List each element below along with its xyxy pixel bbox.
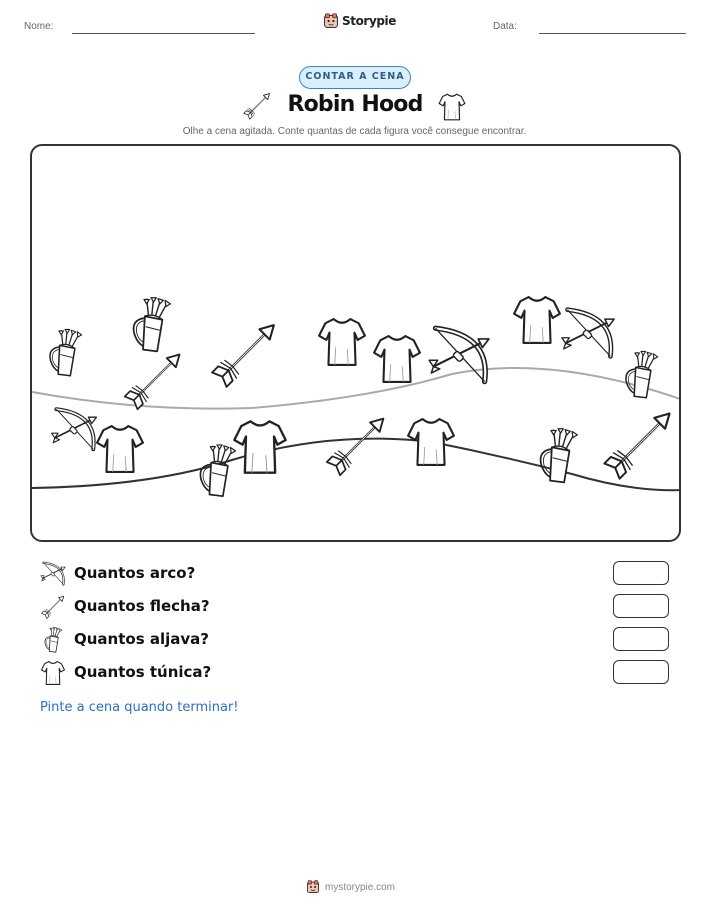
page-title: Robin Hood [287, 92, 423, 117]
bow-icon [427, 321, 491, 391]
bow-icon [50, 401, 98, 459]
title-tunic-icon [438, 92, 466, 122]
quiver-icon [129, 295, 173, 355]
quiver-icon [536, 426, 580, 486]
title-arrow-icon [242, 91, 272, 121]
name-line[interactable] [72, 33, 255, 34]
question-label: Quantos aljava? [74, 630, 209, 648]
arrow-icon [40, 594, 66, 620]
question-label: Quantos flecha? [74, 597, 210, 615]
answer-box-quiver[interactable] [613, 627, 669, 651]
instructions: Olhe a cena agitada. Conte quantas de cada figura você consegue encontrar. [182, 126, 527, 137]
question-label: Quantos arco? [74, 564, 196, 582]
tunic-icon [512, 293, 562, 347]
storypie-logo-icon [306, 880, 320, 894]
tunic-icon [40, 660, 66, 686]
tunic-icon [232, 417, 288, 477]
footer-website [306, 880, 395, 894]
question-tunic [40, 660, 670, 686]
counting-scene [30, 144, 681, 542]
website-url: mystorypie.com [325, 881, 396, 893]
arrow-icon [323, 413, 389, 479]
bow-icon [560, 301, 616, 367]
question-label: Quantos túnica? [74, 663, 212, 681]
arrow-icon [600, 407, 676, 483]
arrow-icon [208, 319, 280, 391]
tunic-icon [372, 331, 422, 387]
quiver-icon [622, 349, 660, 401]
arrow-icon [121, 349, 185, 413]
brand-logo [323, 13, 396, 29]
answer-box-arrow[interactable] [613, 594, 669, 618]
tunic-icon [317, 315, 367, 369]
coloring-note: Pinte a cena quando terminar! [40, 700, 239, 715]
answer-box-tunic[interactable] [613, 660, 669, 684]
question-quiver [40, 627, 670, 653]
question-bow [40, 561, 670, 587]
tunic-icon [406, 414, 456, 470]
answer-box-bow[interactable] [613, 561, 669, 585]
name-label: Nome: [24, 21, 54, 32]
storypie-logo-icon [323, 13, 339, 29]
date-label: Data: [493, 21, 517, 32]
brand-name: Storypie [342, 14, 397, 28]
quiver-icon [40, 627, 66, 653]
activity-badge: CONTAR A CENA [299, 66, 411, 89]
quiver-icon [46, 327, 84, 379]
date-line[interactable] [539, 33, 686, 34]
question-arrow [40, 594, 670, 620]
bow-icon [40, 561, 66, 587]
tunic-icon [95, 420, 145, 478]
